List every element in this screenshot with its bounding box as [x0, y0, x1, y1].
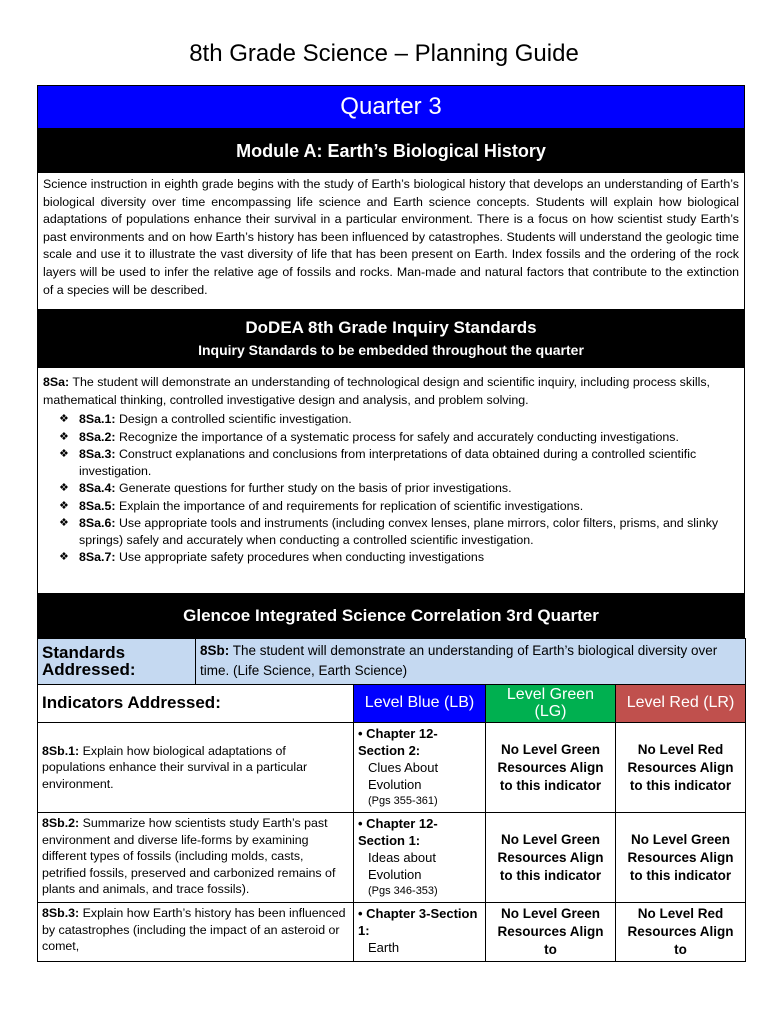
diamond-bullet-icon: ❖: [59, 551, 69, 564]
item-text: Use appropriate tools and instruments (including convex lenses, plane mirrors, color filters, prisms, and slinky springs) safely and accurately when conducting a controlled scientific investigation.: [79, 516, 719, 547]
standards-text: [196, 639, 746, 685]
level-red-cell: No Level Red Resources Align to: [616, 903, 746, 962]
indicator-text: Summarize how scientists study Earth’s past environment and diverse life-forms by examining different types of fossils (including molds, casts, petrified fossils, preserved and carbonized remains of plants and animals, and trace fossils).: [42, 816, 336, 896]
module-header: Module A: Earth’s Biological History: [37, 129, 745, 173]
standards-label: Standards Addressed:: [38, 639, 196, 685]
table-row: [38, 903, 746, 962]
list-item: [59, 515, 739, 548]
level-green-cell: No Level Green Resources Align to this indicator: [486, 723, 616, 813]
list-item: [59, 480, 739, 497]
chapter-title: Earth: [368, 940, 400, 955]
list-item: [59, 411, 739, 428]
diamond-bullet-icon: ❖: [59, 413, 69, 426]
item-text: Design a controlled scientific investigation.: [115, 412, 352, 427]
level-blue-header: Level Blue (LB): [354, 685, 486, 723]
item-text: Use appropriate safety procedures when conducting investigations: [115, 550, 485, 565]
level-red-header: Level Red (LR): [616, 685, 746, 723]
item-code: 8Sa.2:: [79, 429, 116, 444]
page-range: (Pgs 355-361): [368, 795, 438, 807]
item-text: Construct explanations and conclusions from interpretations of data obtained during a controlled scientific investigation.: [79, 447, 697, 478]
level-blue-cell: [354, 813, 486, 903]
inquiry-main-standard: [43, 374, 739, 409]
inquiry-header: [37, 310, 745, 368]
planning-guide: [37, 85, 745, 962]
indicator-cell: [38, 723, 354, 813]
list-item: [59, 429, 739, 446]
indicator-text: Explain how biological adaptations of populations enhance their survival in a particular environment.: [42, 743, 308, 791]
level-blue-cell: [354, 723, 486, 813]
indicator-cell: [38, 813, 354, 903]
chapter-title: Ideas about Evolution: [368, 850, 436, 882]
inquiry-subtitle: Inquiry Standards to be embedded throughout the quarter: [198, 342, 584, 358]
inquiry-standards: [37, 368, 745, 594]
table-row: [38, 813, 746, 903]
level-green-header: Level Green (LG): [486, 685, 616, 723]
standards-row: [38, 639, 746, 685]
inquiry-title: DoDEA 8th Grade Inquiry Standards: [245, 318, 537, 337]
diamond-bullet-icon: ❖: [59, 430, 69, 443]
glencoe-header: Glencoe Integrated Science Correlation 3rd Quarter: [37, 594, 745, 638]
item-text: Explain the importance of and requirements for replication of scientific investigations.: [115, 498, 584, 513]
indicator-code: 8Sb.1:: [42, 743, 80, 758]
item-code: 8Sa.6:: [79, 516, 116, 531]
item-code: 8Sa.5:: [79, 498, 116, 513]
standard-code: 8Sa:: [43, 375, 70, 389]
standard-text: The student will demonstrate an understanding of technological design and scientific inquiry, including process skills, mathematical thinking, controlled investigative design and analysis, and problem solving.: [43, 375, 710, 407]
chapter-ref: • Chapter 3-Section 1:: [358, 906, 478, 938]
level-red-cell: No Level Red Resources Align to this indicator: [616, 723, 746, 813]
page-title: 8th Grade Science – Planning Guide: [189, 40, 579, 67]
indicator-text: Explain how Earth’s history has been influenced by catastrophes (including the impact of an asteroid or comet,: [42, 906, 346, 953]
inquiry-list: [43, 411, 739, 566]
table-row: [38, 723, 746, 813]
list-item: [59, 549, 739, 566]
level-green-cell: No Level Green Resources Align to this indicator: [486, 813, 616, 903]
level-green-cell: No Level Green Resources Align to: [486, 903, 616, 962]
module-intro: Science instruction in eighth grade begins with the study of Earth’s biological history that develops an understanding of Earth’s biological diversity over time encompassing life science and Earth science concepts. Students will explain how biological adaptations of populations enhance their survival in a particular environment. There is a focus on how scientist study Earth’s past environments and on how Earth’s history has been influenced by catastrophes. Students will understand the geologic time scale and use it to illustrate the vast diversity of life that has been present on Earth. Index fossils and the ordering of the rock layers will be used to infer the relative age of fossils and rocks. Man-made and natural factors that contribute to the extinction of a species will be described.: [37, 173, 745, 310]
diamond-bullet-icon: ❖: [59, 482, 69, 495]
indicators-label: Indicators Addressed:: [38, 685, 354, 723]
page-range: (Pgs 346-353): [368, 885, 438, 897]
diamond-bullet-icon: ❖: [59, 499, 69, 512]
item-code: 8Sa.3:: [79, 447, 116, 462]
list-item: [59, 446, 739, 479]
quarter-header: Quarter 3: [37, 85, 745, 129]
item-code: 8Sa.1:: [79, 412, 116, 427]
item-code: 8Sa.4:: [79, 481, 116, 496]
indicator-code: 8Sb.2:: [42, 816, 80, 830]
diamond-bullet-icon: ❖: [59, 517, 69, 530]
diamond-bullet-icon: ❖: [59, 448, 69, 461]
level-blue-cell: [354, 903, 486, 962]
correlation-table: [37, 638, 746, 962]
item-text: Recognize the importance of a systematic process for safely and accurately conducting investigations.: [115, 429, 679, 444]
item-text: Generate questions for further study on the basis of prior investigations.: [115, 481, 512, 496]
item-code: 8Sa.7:: [79, 550, 116, 565]
standard-code: 8Sb:: [200, 643, 230, 658]
indicators-header-row: [38, 685, 746, 723]
indicator-cell: [38, 903, 354, 962]
chapter-title: Clues About Evolution: [368, 760, 439, 792]
chapter-ref: • Chapter 12-Section 2:: [358, 726, 438, 758]
standard-description: The student will demonstrate an understanding of Earth’s biological diversity over time. (Life Science, Earth Science): [200, 643, 718, 678]
indicator-code: 8Sb.3:: [42, 906, 80, 920]
chapter-ref: • Chapter 12-Section 1:: [358, 816, 438, 848]
level-red-cell: No Level Green Resources Align to this indicator: [616, 813, 746, 903]
list-item: [59, 498, 739, 515]
